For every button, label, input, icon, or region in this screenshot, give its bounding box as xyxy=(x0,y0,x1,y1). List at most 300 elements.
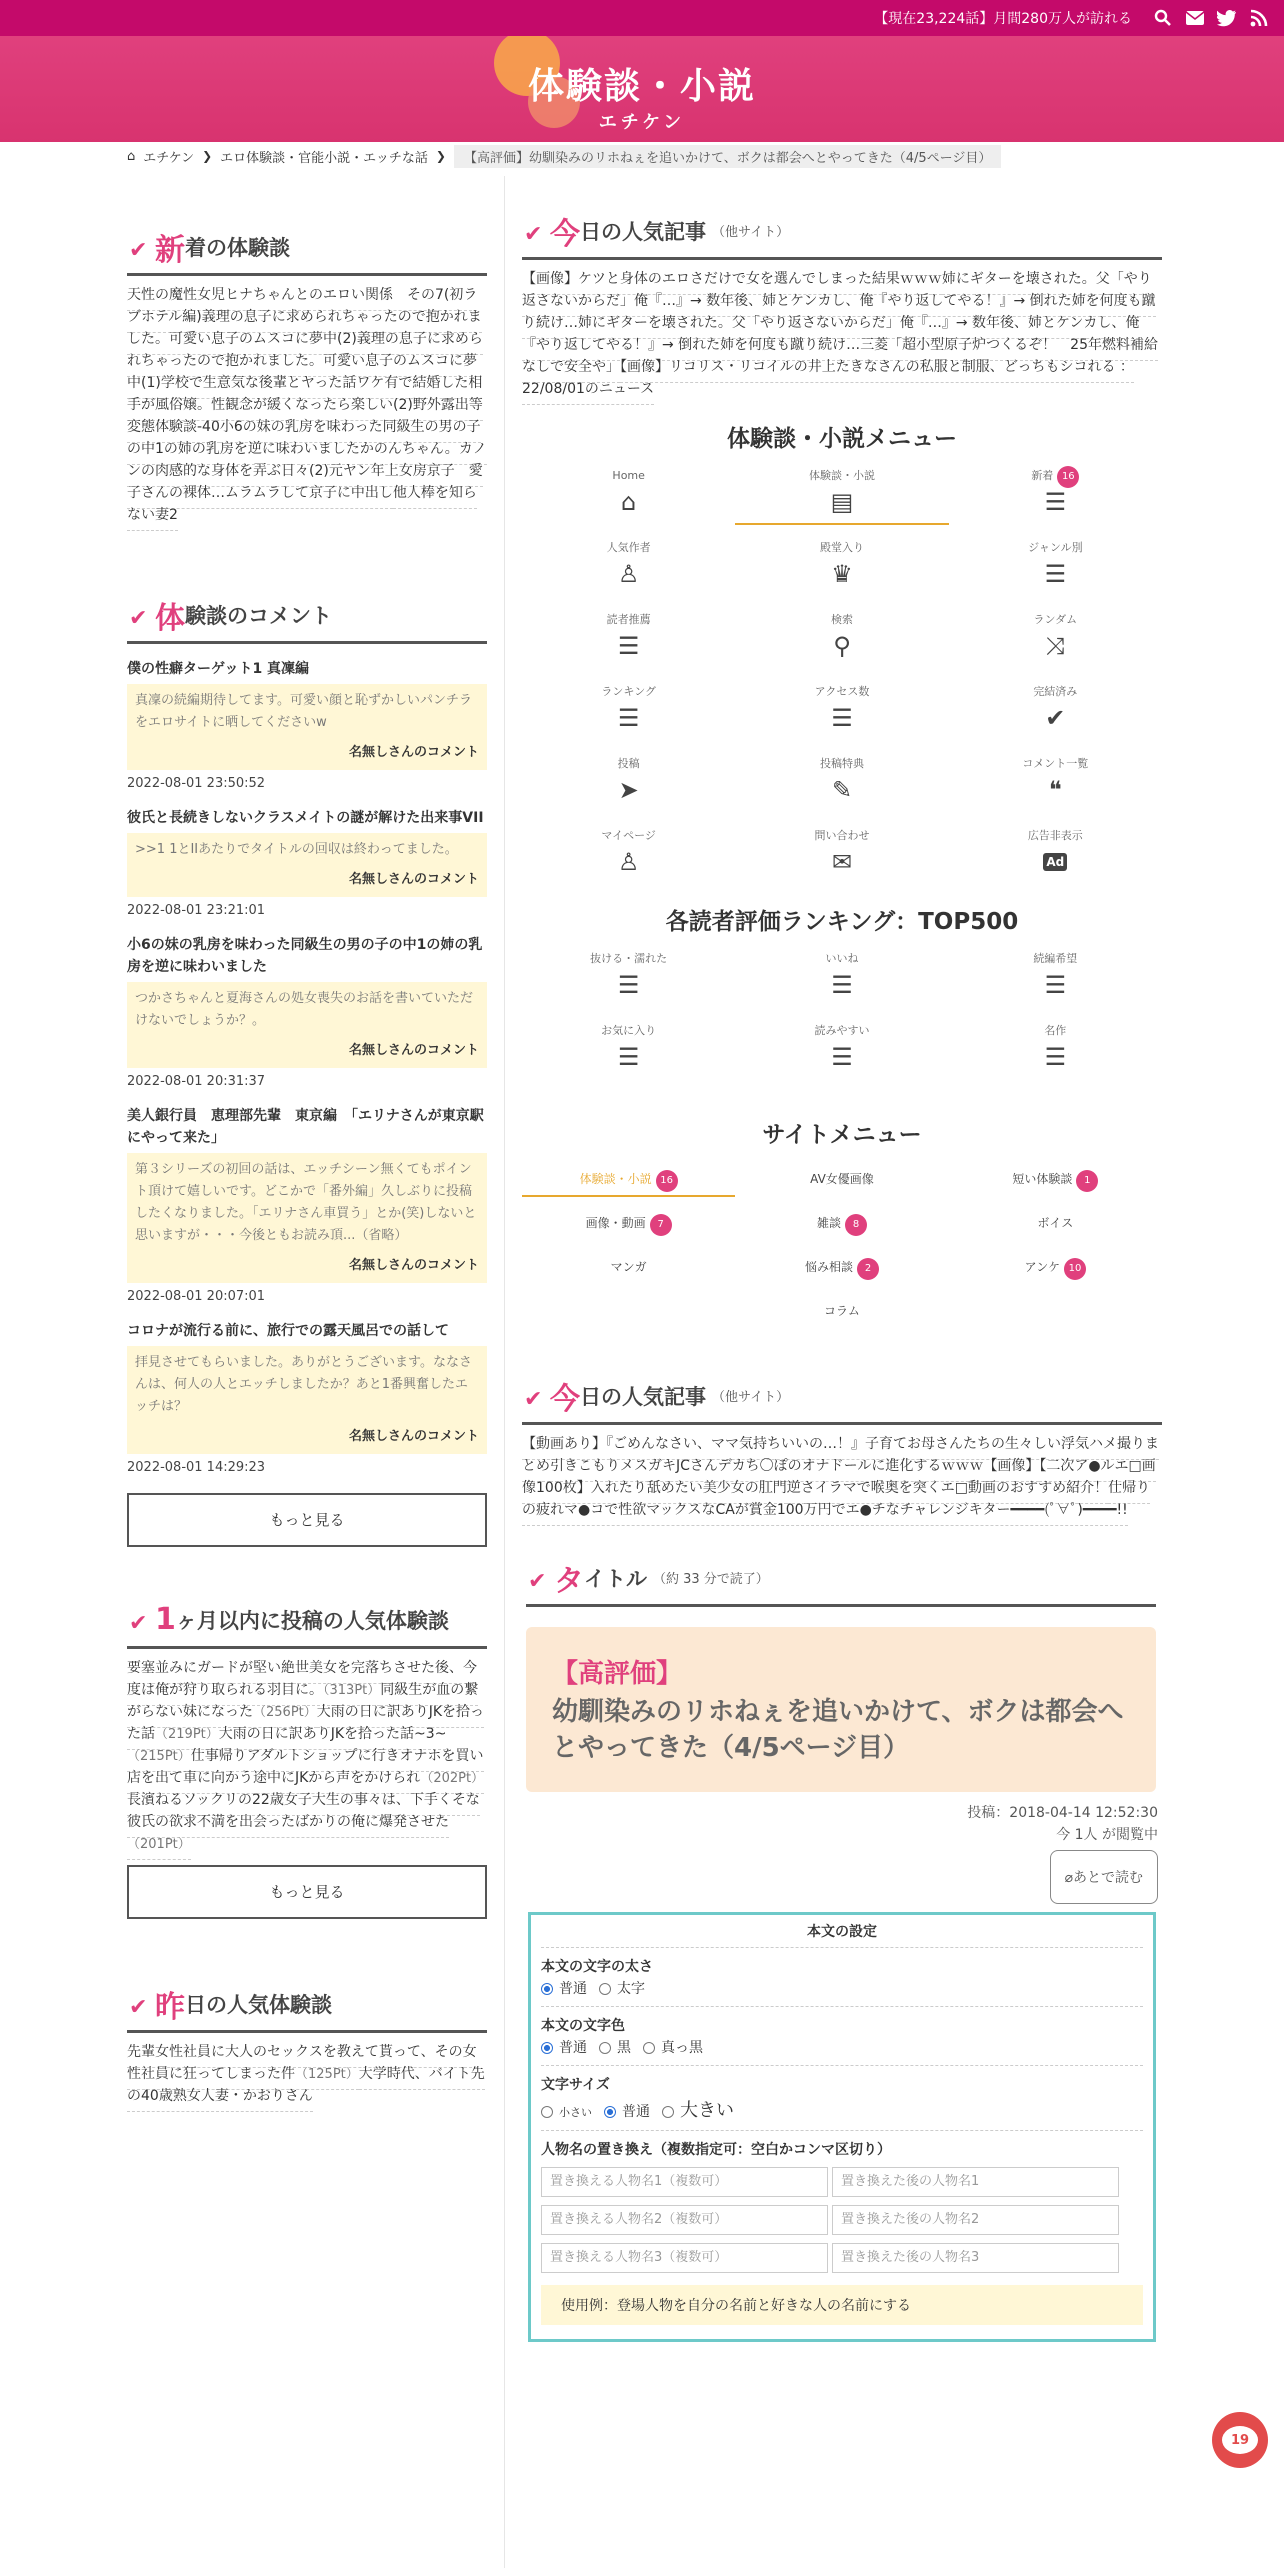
menu-item-label xyxy=(735,537,948,559)
article-link[interactable]: 【画像】リコリス・リコイルの井上たきなさんの私服と制服、どっちもシコれる ：22/08/01のニュース xyxy=(522,352,1134,405)
check-icon: ✔ xyxy=(528,1569,547,1594)
site-menu xyxy=(522,1161,1162,1329)
font-size-setting xyxy=(541,2066,1143,2131)
menu-item-label xyxy=(522,948,735,970)
read-later-button[interactable] xyxy=(1050,1850,1158,1904)
list-item[interactable]: 天性の魔性女児ヒナちゃんとのエロい関係 その7(初ラブホテル編) xyxy=(127,280,477,333)
site-menu-item[interactable] xyxy=(949,1249,1162,1285)
menu-item[interactable] xyxy=(735,753,948,813)
list-icon: ☰ xyxy=(1044,560,1067,588)
menu-item-label xyxy=(735,825,948,847)
section-heading-popular xyxy=(522,204,1162,260)
name-replace-setting xyxy=(541,2131,1143,2333)
send-icon: ➤ xyxy=(618,776,639,804)
section-heading-comments xyxy=(127,588,487,644)
menu-label-text: いいね xyxy=(825,952,859,965)
site-menu-item[interactable] xyxy=(522,1161,735,1197)
list-icon: ☰ xyxy=(617,632,640,660)
ranking-menu xyxy=(522,948,1162,1080)
story-title-box xyxy=(526,1627,1156,1792)
ordered-list-icon: ☰ xyxy=(617,1043,640,1071)
menu-label-text: コメント一覧 xyxy=(1022,757,1089,770)
heading-initial: 今 xyxy=(550,1381,580,1417)
replace-to-input[interactable]: 置き換えた後の人物名2 xyxy=(832,2205,1119,2235)
comment-date: 2022-08-01 20:31:37 xyxy=(127,1074,266,1089)
search-icon: ⚲ xyxy=(833,632,851,660)
breadcrumb-home[interactable]: エチケン xyxy=(143,150,195,166)
menu-item[interactable] xyxy=(949,609,1162,669)
comment-text: 真凜の続編期待してます。可愛い顔と恥ずかしいパンチラをエロサイトに晒してくださいw xyxy=(135,693,472,730)
list-item[interactable]: 野外露出等変態体験談-40 xyxy=(127,390,483,443)
comment-item xyxy=(127,799,487,926)
list-item[interactable]: 他人棒を知らない妻2 xyxy=(127,478,477,531)
breadcrumb xyxy=(127,146,1001,166)
menu-label-text: 読者推薦 xyxy=(606,613,651,626)
site-menu-label: ボイス xyxy=(1037,1216,1074,1230)
comment-count: 19 xyxy=(1222,2426,1258,2454)
menu-label-text: 殿堂入り xyxy=(819,541,864,554)
menu-item[interactable] xyxy=(522,681,735,741)
site-menu-label: 画像・動画 xyxy=(585,1216,646,1230)
replace-from-input[interactable]: 置き換える人物名1（複数可） xyxy=(541,2167,828,2197)
menu-item[interactable] xyxy=(522,1020,735,1080)
radio-option[interactable] xyxy=(541,1981,593,1997)
comment-date: 2022-08-01 23:50:52 xyxy=(127,776,266,791)
menu-item-label xyxy=(735,948,948,970)
ranking-title: 各読者評価ランキング：TOP500 xyxy=(665,909,1019,935)
menu-label-text: 完結済み xyxy=(1033,685,1078,698)
menu-item[interactable] xyxy=(522,825,735,885)
site-info: 【現在23,224話】月間280万人が訪れる xyxy=(874,11,1132,27)
section-heading-monthly xyxy=(127,1593,487,1649)
heading-text: 日の人気記事 xyxy=(580,219,706,244)
radio-button[interactable] xyxy=(599,1983,611,1995)
replace-to-input[interactable]: 置き換えた後の人物名1 xyxy=(832,2167,1119,2197)
site-menu-item[interactable] xyxy=(949,1161,1162,1197)
menu-label-text: 検索 xyxy=(830,613,853,626)
site-menu-item[interactable] xyxy=(735,1161,948,1197)
heading-initial: 今 xyxy=(550,216,580,252)
comment-body xyxy=(127,1346,487,1454)
crown-icon: ♛ xyxy=(831,560,853,588)
posted-date: 投稿：2018-04-14 12:52:30 xyxy=(967,1805,1158,1821)
menu-item[interactable] xyxy=(735,537,948,597)
comment-author: 名無しさんのコメント xyxy=(348,745,479,760)
comment-story-title[interactable]: 僕の性癖ターゲット1 真凜編 xyxy=(127,661,310,677)
menu-item[interactable] xyxy=(949,465,1162,525)
comment-author: 名無しさんのコメント xyxy=(348,872,479,887)
more-monthly-button[interactable]: もっと見る xyxy=(127,1865,487,1919)
menu-item[interactable] xyxy=(735,1020,948,1080)
comment-story-title[interactable]: コロナが流行る前に、旅行での露天風呂での話して xyxy=(127,1323,449,1339)
article-link[interactable]: 逆さイラマで喉奥を突くエ□動画のおすすめ紹介！ xyxy=(787,1473,1108,1504)
site-menu-label: 雑談 xyxy=(816,1216,841,1230)
check-icon: ✔ xyxy=(129,1995,148,2020)
article-link[interactable]: 【動画あり】『ごめんなさい、ママ気持ちいいの…！』子育てお母さんたちの生々しい浮気ハメ撮りまとめ xyxy=(522,1429,1159,1482)
section-heading-title xyxy=(526,1551,1156,1607)
home-icon: ⌂ xyxy=(621,488,637,516)
item-title: 仕事帰りアダルトショップに行きオナホを買い店を出て車に向かう途中にJKから声をかけられ xyxy=(127,1748,484,1786)
font-size-options xyxy=(541,2096,1143,2122)
menu-item[interactable] xyxy=(735,825,948,885)
comment-date: 2022-08-01 23:21:01 xyxy=(127,903,266,918)
font-color-options xyxy=(541,2037,1143,2057)
item-points: （125Pt） xyxy=(295,2067,359,2082)
user-edit-icon: ✎ xyxy=(831,776,853,804)
comment-item xyxy=(127,926,487,1097)
ordered-list-icon: ☰ xyxy=(831,704,853,732)
menu-label-text: 新着 xyxy=(1031,469,1054,482)
menu-label-text: 問い合わせ xyxy=(814,829,870,842)
badge-count: 2 xyxy=(857,1258,879,1280)
document-icon: ▤ xyxy=(830,488,854,516)
item-title: 大学時代、バイト先の40歳熟女人妻・かおりさん xyxy=(127,2066,485,2104)
list-item[interactable]: かのんちゃん。カノンの肉感的な身体を弄ぶ日々(2) xyxy=(127,434,487,487)
comments-icon: ❝ xyxy=(1048,776,1062,804)
comment-body xyxy=(127,833,487,897)
menu-item-label xyxy=(735,465,948,487)
monthly-popular-list xyxy=(127,1657,487,1855)
chevron-right-icon: ❯ xyxy=(202,149,213,163)
site-menu-item[interactable] xyxy=(735,1205,948,1241)
badge-count: 1 xyxy=(1076,1170,1098,1192)
chevron-right-icon: ❯ xyxy=(435,149,446,163)
menu-item-label xyxy=(949,948,1162,970)
mail-icon: ✉ xyxy=(831,848,853,876)
menu-label-text: ランキング xyxy=(601,685,656,698)
menu-item-label xyxy=(949,609,1162,631)
heading-text: 日の人気記事 xyxy=(580,1384,706,1409)
list-item[interactable]: ワケ有で結婚した相手が風俗嬢。性観念が緩くなったら楽しい(2) xyxy=(127,368,482,421)
check-icon: ✔ xyxy=(129,606,148,631)
replace-from-input[interactable]: 置き換える人物名3（複数可） xyxy=(541,2243,828,2273)
left-sidebar xyxy=(127,220,487,2107)
story-meta xyxy=(522,1802,1158,1846)
menu-label-text: 読みやすい xyxy=(814,1024,870,1037)
item-points: （256Pt） xyxy=(253,1705,317,1720)
list-item[interactable]: 元ヤン年上女房京子 愛子さんの裸体…ムラムラして京子に中出し xyxy=(127,456,483,509)
heading-initial: タ xyxy=(554,1563,584,1599)
comment-story-title[interactable]: 美人銀行員 恵理部先輩 東京編 「エリナさんが東京駅にやって来た」 xyxy=(127,1108,484,1146)
menu-item-label xyxy=(949,465,1162,487)
radio-button[interactable] xyxy=(541,1983,553,1995)
heading-initial: 新 xyxy=(155,232,185,268)
menu-label-text: 名作 xyxy=(1044,1024,1067,1037)
menu-item[interactable] xyxy=(735,948,948,1008)
menu-item[interactable] xyxy=(949,537,1162,597)
site-menu-item[interactable] xyxy=(735,1293,948,1329)
site-menu-label: 悩み相談 xyxy=(804,1260,853,1274)
radio-label: 普通 xyxy=(559,2040,587,2056)
menu-label-text: Home xyxy=(612,469,645,482)
menu-item[interactable] xyxy=(522,537,735,597)
radio-label: 真っ黒 xyxy=(661,2040,703,2056)
list-item[interactable]: 義理の息子に求められちゃったので抱かれました。可愛い息子のムスコに夢中(1) xyxy=(127,324,483,399)
comment-author: 名無しさんのコメント xyxy=(348,1258,479,1273)
article-link[interactable]: 姉にギターを壊された。父「やり返さないからだ」俺『…』→ 数年後、姉とケンカし、俺『やり返してやる！』→ 倒れた姉を何度も蹴り続け… xyxy=(522,264,1156,339)
more-comments-button[interactable]: もっと見る xyxy=(127,1493,487,1547)
menu-item[interactable] xyxy=(522,948,735,1008)
article-link[interactable]: 姉にギターを壊された。父「やり返さないからだ」俺『…』→ 数年後、姉とケンカし、俺『やり返してやる！』→ 倒れた姉を何度も蹴り続け… xyxy=(522,308,1139,361)
comment-date: 2022-08-01 20:07:01 xyxy=(127,1289,266,1304)
menu-item-label xyxy=(522,1020,735,1042)
article-link[interactable]: 【二次ア●ルエ□画像100枚】入れたり舐めたい美少女の肛門 xyxy=(522,1451,1156,1504)
menu-label-text: 投稿特典 xyxy=(819,757,864,770)
item-title: 長濱ねるソックリの22歳女子大生の事々は、下手くそな彼氏の欲求不満を出会ったばかりの俺に爆発させた xyxy=(127,1792,480,1830)
ordered-list-icon: ☰ xyxy=(1044,1043,1067,1071)
site-menu-label: マンガ xyxy=(610,1260,647,1274)
font-size-label: 文字サイズ xyxy=(541,2077,610,2093)
comment-item xyxy=(127,1312,487,1483)
font-weight-options xyxy=(541,1978,1143,1998)
radio-label: 太字 xyxy=(617,1981,645,1997)
viewers-count: 今 1人 が閲覧中 xyxy=(1056,1827,1158,1843)
popular-articles-list xyxy=(522,268,1162,400)
paperclip-icon: ⌀ xyxy=(1064,1870,1073,1886)
menu-item-label xyxy=(522,609,735,631)
comment-author: 名無しさんのコメント xyxy=(348,1429,479,1444)
menu-title: 体験談・小説メニュー xyxy=(727,426,957,452)
item-points: （202Pt） xyxy=(420,1771,485,1786)
list-icon: ☰ xyxy=(1044,488,1067,516)
user-icon: ♙ xyxy=(617,848,640,876)
article-link[interactable]: 仕帰りの疲れマ●コで性欲マックスなCAが賞金100万円でエ●チなチャレンジキター━━━━(ﾟ∀ﾟ)━━━━!! xyxy=(522,1473,1150,1526)
article-link[interactable]: 【画像】ケツと身体のエロさだけで女を選んでしまった結果ｗｗｗ xyxy=(522,264,942,295)
comment-item xyxy=(127,1097,487,1312)
rating-label: 【高評価】 xyxy=(552,1659,683,1689)
section-heading-yesterday xyxy=(127,1977,487,2033)
ordered-list-icon: ☰ xyxy=(831,1043,853,1071)
list-item[interactable] xyxy=(127,1785,480,1860)
article-link[interactable]: 引きこもりメスガキJCさんデカち〇ぽのオナドールに進化するｗｗｗ【画像】 xyxy=(550,1451,1039,1482)
menu-item-label xyxy=(522,465,735,487)
menu-item-label xyxy=(949,825,1162,847)
menu-label-text: 続編希望 xyxy=(1033,952,1078,965)
font-weight-label: 本文の文字の太さ xyxy=(541,1959,653,1975)
menu-label-text: お気に入り xyxy=(601,1024,657,1037)
comment-fab[interactable] xyxy=(1212,2412,1268,2468)
reading-time: （約 33 分で読了） xyxy=(653,1572,769,1587)
radio-label: 普通 xyxy=(559,1981,587,1997)
ordered-list-icon: ☰ xyxy=(617,704,640,732)
menu-item-label xyxy=(735,1020,948,1042)
user-icon: ♙ xyxy=(617,560,640,588)
check-icon: ✔ xyxy=(524,222,543,247)
menu-item[interactable] xyxy=(522,753,735,813)
item-points: （313Pt） xyxy=(323,1683,381,1698)
menu-item[interactable] xyxy=(522,465,735,525)
site-title[interactable]: 体験談・小説 xyxy=(527,66,756,107)
comment-story-title[interactable]: 小6の妹の乳房を味わった同級生の男の子の中1の姉の乳房を逆に味わいました xyxy=(127,937,483,975)
radio-option[interactable] xyxy=(599,2040,637,2056)
menu-item[interactable] xyxy=(949,1020,1162,1080)
site-header[interactable] xyxy=(0,36,1284,142)
article-link[interactable]: 三菱「超小型原子炉つくるぞ！ 25年燃料補給なしで安全や」 xyxy=(522,330,1158,383)
menu-item[interactable] xyxy=(949,753,1162,813)
radio-option[interactable] xyxy=(604,2104,656,2120)
menu-item[interactable] xyxy=(522,609,735,669)
section-heading-new xyxy=(127,220,487,276)
badge-count: 16 xyxy=(1057,466,1079,488)
comment-text: 第３シリーズの初回の話は、エッチシーン無くてもポイント頂けて嬉しいです。どこかで「番外編」久しぶりに投稿したくなりました。「エリナさん車買う」とか(笑)しないと思いますが・・・今後ともお読み頂...（省略） xyxy=(135,1162,477,1243)
ordered-list-icon: ☰ xyxy=(1044,971,1067,999)
column-divider xyxy=(504,176,505,2568)
replace-row xyxy=(541,2205,1143,2235)
menu-item-label xyxy=(522,825,735,847)
heading-initial: 昨 xyxy=(155,1989,185,2025)
menu-item[interactable] xyxy=(735,681,948,741)
menu-item-label xyxy=(735,753,948,775)
radio-button[interactable] xyxy=(662,2106,674,2118)
radio-button[interactable] xyxy=(541,2042,553,2054)
site-menu-item[interactable] xyxy=(735,1249,948,1285)
heading-text: 着の体験談 xyxy=(185,235,290,260)
menu-item-label xyxy=(735,609,948,631)
item-points: （215Pt） xyxy=(127,1749,191,1764)
site-menu-label: 体験談・小説 xyxy=(579,1172,652,1186)
item-title: 大雨の日に訳ありJKを拾った話 xyxy=(127,1704,485,1742)
name-replace-fields xyxy=(541,2167,1143,2273)
font-color-setting xyxy=(541,2007,1143,2066)
menu-item-label xyxy=(522,537,735,559)
menu-item-label xyxy=(522,753,735,775)
comment-body xyxy=(127,684,487,770)
mail-icon[interactable] xyxy=(1184,7,1206,29)
menu-label-text: アクセス数 xyxy=(814,685,870,698)
heading-initial: 1 xyxy=(155,1602,176,1637)
menu-item-label xyxy=(735,681,948,703)
breadcrumb-current: 【高評価】幼馴染みのリホねぇを追いかけて、ボクは都会へとやってきた（4/5ページ目） xyxy=(454,145,1001,168)
comment-author: 名無しさんのコメント xyxy=(348,1043,479,1058)
comment-text: 拝見させてもらいました。ありがとうございます。ななさんは、何人の人とエッチしましたか？あと1番興奮したエッチは？ xyxy=(135,1355,472,1414)
menu-item[interactable] xyxy=(949,948,1162,1008)
list-item[interactable]: 小6の妹の乳房を味わった同級生の男の子の中1の姉の乳房を逆に味わいました xyxy=(127,412,481,465)
item-title: 同級生が血の繋がらない妹になった xyxy=(127,1682,479,1720)
yesterday-popular-list xyxy=(127,2041,487,2107)
site-menu-label: AV女優画像 xyxy=(810,1172,874,1186)
radio-option[interactable] xyxy=(643,2040,709,2056)
badge-count: 8 xyxy=(845,1214,867,1236)
site-menu-label: コラム xyxy=(824,1304,860,1318)
comment-date: 2022-08-01 14:29:23 xyxy=(127,1460,266,1475)
item-points: （219Pt） xyxy=(155,1727,219,1742)
radio-button[interactable] xyxy=(541,2106,553,2118)
menu-item[interactable] xyxy=(735,465,948,525)
menu-item[interactable] xyxy=(735,609,948,669)
radio-label: 普通 xyxy=(622,2104,650,2120)
site-menu-label: アンケ xyxy=(1024,1260,1060,1274)
read-later-label: あとで読む xyxy=(1073,1870,1143,1886)
comment-text: つかさちゃんと夏海さんの処女喪失のお話を書いていただけないでしょうか？。 xyxy=(135,991,474,1028)
replace-row xyxy=(541,2167,1143,2197)
twitter-icon[interactable] xyxy=(1216,7,1238,29)
popular-articles-list-2 xyxy=(522,1433,1162,1521)
menu-item-label xyxy=(949,1020,1162,1042)
heading-text: 験談のコメント xyxy=(185,603,332,628)
radio-label: 黒 xyxy=(617,2040,631,2056)
menu-item-label xyxy=(949,753,1162,775)
radio-option[interactable] xyxy=(541,2104,598,2120)
site-menu-item[interactable] xyxy=(522,1249,735,1285)
story-menu xyxy=(522,465,1162,885)
menu-label-text: ランダム xyxy=(1033,613,1078,626)
text-settings-panel xyxy=(528,1912,1156,2342)
menu-label-text: 投稿 xyxy=(617,757,640,770)
check-icon: ✔ xyxy=(129,238,148,263)
site-subtitle: エチケン xyxy=(598,112,686,133)
radio-option[interactable] xyxy=(541,2040,593,2056)
ordered-list-icon: ☰ xyxy=(831,971,853,999)
heading-sub: （他サイト） xyxy=(712,225,790,240)
replace-row xyxy=(541,2243,1143,2273)
name-replace-label: 人物名の置き換え（複数指定可：空白かコンマ区切り） xyxy=(541,2142,891,2158)
site-menu-label: 短い体験談 xyxy=(1012,1172,1073,1186)
comment-body xyxy=(127,982,487,1068)
badge-count: 10 xyxy=(1064,1258,1086,1280)
radio-button[interactable] xyxy=(599,2042,611,2054)
badge-count: 16 xyxy=(656,1170,678,1192)
check-icon: ✔ xyxy=(524,1387,543,1412)
menu-label-text: 広告非表示 xyxy=(1027,829,1083,842)
comment-item xyxy=(127,650,487,799)
breadcrumb-category[interactable]: エロ体験談・官能小説・エッチな話 xyxy=(220,150,428,166)
font-color-label: 本文の文字色 xyxy=(541,2018,625,2034)
ad-icon: Ad xyxy=(1043,853,1067,871)
font-weight-setting xyxy=(541,1948,1143,2007)
heading-text: 日の人気体験談 xyxy=(185,1992,332,2017)
replace-from-input[interactable]: 置き換える人物名2（複数可） xyxy=(541,2205,828,2235)
replace-to-input[interactable]: 置き換えた後の人物名3 xyxy=(832,2243,1119,2273)
rss-icon[interactable] xyxy=(1248,7,1270,29)
check-icon: ✔ xyxy=(1045,704,1066,732)
menu-label-text: 体験談・小説 xyxy=(808,469,875,482)
search-icon[interactable] xyxy=(1152,7,1174,29)
menu-item-label xyxy=(949,681,1162,703)
radio-label: 小さい xyxy=(559,2106,592,2119)
radio-button[interactable] xyxy=(643,2042,655,2054)
radio-label: 大きい xyxy=(680,2100,734,2121)
shuffle-icon: ⤨ xyxy=(1045,632,1065,660)
menu-label-text: 抜ける・濡れた xyxy=(590,952,668,965)
comment-body xyxy=(127,1153,487,1283)
radio-option[interactable] xyxy=(599,1981,651,1997)
usage-example: 使用例：登場人物を自分の名前と好きな人の名前にする xyxy=(541,2285,1143,2325)
radio-option[interactable] xyxy=(662,2100,740,2121)
list-item[interactable]: 学校で生意気な後輩とヤった話 xyxy=(161,368,357,399)
menu-item-label xyxy=(522,681,735,703)
site-menu-item[interactable] xyxy=(522,1205,735,1241)
comments-list xyxy=(127,650,487,1483)
new-stories-list xyxy=(127,284,487,526)
site-menu-item[interactable] xyxy=(949,1205,1162,1241)
site-menu-title: サイトメニュー xyxy=(762,1122,922,1148)
check-icon: ✔ xyxy=(129,1611,148,1636)
list-item[interactable]: 義理の息子に求められちゃったので抱かれました。可愛い息子のムスコに夢中(2) xyxy=(127,302,482,355)
menu-item[interactable] xyxy=(949,681,1162,741)
item-points: （201Pt） xyxy=(127,1837,191,1852)
top-bar xyxy=(0,0,1284,36)
home-icon: ⌂ xyxy=(127,148,136,164)
comment-text: >>1 1とIIあたりでタイトルの回収は終わってました。 xyxy=(135,842,458,857)
item-title: 大雨の日に訳ありJKを拾った話~3~ xyxy=(218,1726,447,1742)
menu-label-text: 人気作者 xyxy=(606,541,651,554)
radio-button[interactable] xyxy=(604,2106,616,2118)
item-title: 先輩女性社員に大人のセックスを教えて貰って、その女性社員に狂ってしまった件 xyxy=(127,2044,477,2082)
comment-story-title[interactable]: 彼氏と長続きしないクラスメイトの謎が解けた出来事VII xyxy=(127,810,484,826)
heading-text: ヶ月以内に投稿の人気体験談 xyxy=(175,1608,449,1633)
settings-header: 本文の設定 xyxy=(541,1921,1143,1948)
menu-item[interactable] xyxy=(949,825,1162,885)
